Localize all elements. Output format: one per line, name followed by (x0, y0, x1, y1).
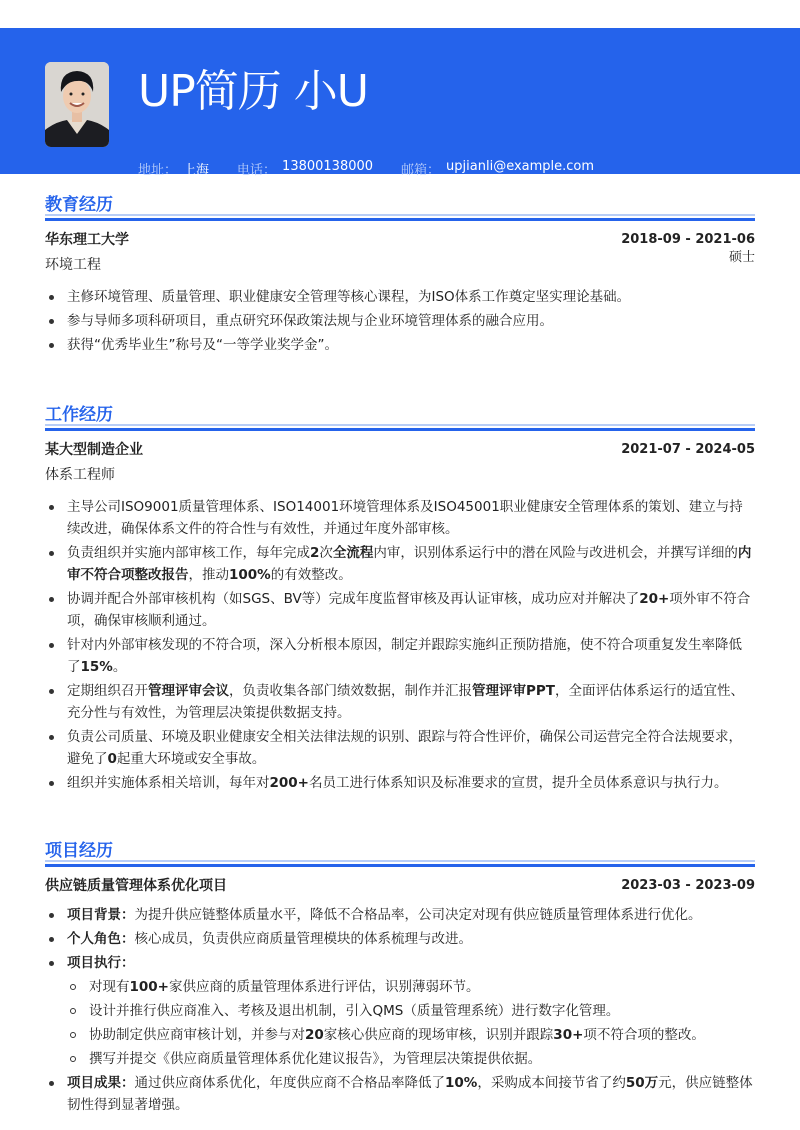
contact-email (401, 159, 594, 178)
resume-name: UP简历 小U (138, 66, 368, 117)
divider (45, 214, 755, 216)
resume-header (0, 28, 800, 178)
phone-value: 13800138000 (282, 159, 374, 174)
list-item: 负责公司质量、环境及职业健康安全相关法律法规的识别、跟踪与符合性评价，确保公司运营完全符合法规要求，避免了0起重大环境或安全事故。 (45, 726, 755, 770)
divider (45, 860, 755, 862)
sub-list-item: 设计并推行供应商准入、考核及退出机制，引入QMS（质量管理系统）进行数字化管理。 (67, 1000, 755, 1022)
top-margin (0, 0, 800, 28)
email-label: 邮箱： (401, 163, 441, 178)
project-name: 供应链质量管理体系优化项目 (45, 877, 227, 894)
result-text: 通过供应商体系优化，年度供应商不合格品率降低了10%，采购成本间接节省了约50万元，供应链整体韧性得到显著增强。 (67, 1074, 753, 1113)
job-title: 体系工程师 (45, 466, 115, 483)
company-name: 某大型制造企业 (45, 441, 143, 458)
date-range: 2018-09 - 2021-06 (621, 232, 755, 247)
divider (45, 424, 755, 426)
role-text: 核心成员，负责供应商质量管理模块的体系梳理与改进。 (134, 930, 472, 947)
address-label: 地址： (138, 163, 178, 178)
list-item (45, 904, 755, 926)
section-title: 工作经历 (45, 404, 113, 425)
section-title: 项目经历 (45, 840, 113, 861)
phone-label: 电话： (237, 163, 277, 178)
major: 环境工程 (45, 256, 101, 273)
sub-list-item: 协助制定供应商审核计划，并参与对20家核心供应商的现场审核，识别并跟踪30+项不符合项的整改。 (67, 1024, 755, 1046)
list-item: 负责组织并实施内部审核工作，每年完成2次全流程内审，识别体系运行中的潜在风险与改进机会，并撰写详细的内审不符合项整改报告，推动100%的有效整改。 (45, 542, 755, 586)
list-item: 组织并实施体系相关培训，每年对200+名员工进行体系知识及标准要求的宣贯，提升全员体系意识与执行力。 (45, 772, 755, 794)
list-item: 协调并配合外部审核机构（如SGS、BV等）完成年度监督审核及再认证审核，成功应对并解决了20+项外审不符合项，确保审核顺利通过。 (45, 588, 755, 632)
list-item (45, 952, 755, 1070)
role-label: 个人角色： (67, 930, 135, 947)
divider (45, 218, 755, 221)
list-item: 主修环境管理、质量管理、职业健康安全管理等核心课程，为ISO体系工作奠定坚实理论基础。 (45, 286, 755, 308)
avatar-photo (45, 62, 109, 147)
work-section (0, 384, 800, 794)
project-section (0, 820, 800, 1116)
result-label: 项目成果： (67, 1074, 135, 1091)
date-range: 2023-03 - 2023-09 (621, 877, 755, 893)
exec-label: 项目执行： (67, 954, 135, 971)
background-text: 为提升供应链整体质量水平，降低不合格品率，公司决定对现有供应链质量管理体系进行优化。 (134, 906, 702, 923)
exec-sublist (67, 976, 755, 1070)
section-title: 教育经历 (45, 195, 113, 215)
address-value: 上海 (183, 163, 210, 178)
sub-list-item: 对现有100+家供应商的质量管理体系进行评估，识别薄弱环节。 (67, 976, 755, 998)
list-item (45, 1072, 755, 1116)
list-item (45, 928, 755, 950)
degree: 硕士 (728, 249, 755, 265)
divider (45, 428, 755, 431)
education-section (0, 174, 800, 356)
project-bullets (45, 904, 755, 1116)
list-item: 针对内外部审核发现的不符合项，深入分析根本原因，制定并跟踪实施纠正预防措施，使不符合项重复发生率降低了15%。 (45, 634, 755, 678)
list-item: 定期组织召开管理评审会议，负责收集各部门绩效数据，制作并汇报管理评审PPT，全面评估体系运行的适宜性、充分性与有效性，为管理层决策提供数据支持。 (45, 680, 755, 724)
contact-phone (237, 159, 373, 178)
sub-list-item: 撰写并提交《供应商质量管理体系优化建议报告》，为管理层决策提供依据。 (67, 1048, 755, 1070)
list-item: 参与导师多项科研项目，重点研究环保政策法规与企业环境管理体系的融合应用。 (45, 310, 755, 332)
date-range: 2021-07 - 2024-05 (621, 441, 755, 457)
list-item: 获得“优秀毕业生”称号及“一等学业奖学金”。 (45, 334, 755, 356)
education-bullets (45, 286, 755, 356)
email-value[interactable]: upjianli@example.com (446, 159, 595, 174)
school-name: 华东理工大学 (45, 232, 129, 248)
list-item: 主导公司ISO9001质量管理体系、ISO14001环境管理体系及ISO45001职业健康安全管理体系的策划、建立与持续改进，确保体系文件的符合性与有效性，并通过年度外部审核。 (45, 496, 755, 540)
work-bullets (45, 496, 755, 794)
contact-address (138, 159, 209, 178)
background-label: 项目背景： (67, 906, 135, 923)
divider (45, 864, 755, 867)
contact-info (138, 159, 594, 178)
